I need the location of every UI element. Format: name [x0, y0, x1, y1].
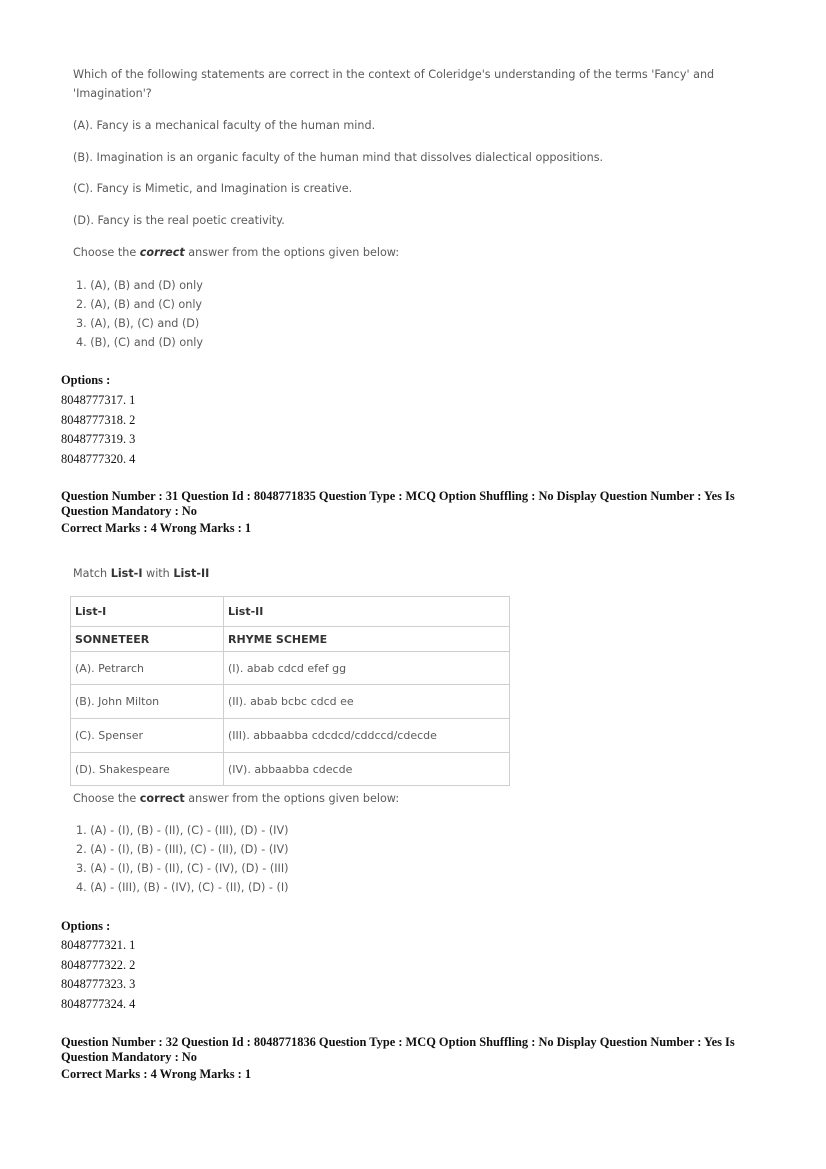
table-subheader-cell: SONNETEER: [71, 627, 224, 652]
q31-header-line1: Question Number : 31 Question Id : 8048771835 Question Type : MCQ Option Shuffling : No Display Question Number : Yes Is: [61, 489, 735, 503]
table-subheader-row: [71, 627, 510, 652]
q30-question-line2: 'Imagination'?: [73, 87, 152, 100]
table-cell: (D). Shakespeare: [71, 753, 224, 786]
q30-answer-2: 2. (A), (B) and (C) only: [76, 298, 203, 311]
q31-choose-instruction: Choose the correct answer from the options given below:: [73, 792, 400, 805]
q30-answer-1: 1. (A), (B) and (D) only: [76, 279, 203, 292]
q30-option-3: 8048777319. 3: [61, 432, 136, 446]
q31-option-3: 8048777323. 3: [61, 977, 136, 991]
table-header-row: [71, 597, 510, 627]
q30-statement-d: (D). Fancy is the real poetic creativity.: [73, 214, 285, 227]
table-cell: (I). abab cdcd efef gg: [224, 652, 510, 685]
q30-answer-3: 3. (A), (B), (C) and (D): [76, 317, 200, 330]
q31-answer-2: 2. (A) - (I), (B) - (III), (C) - (II), (D) - (IV): [76, 843, 289, 856]
q31-answer-1: 1. (A) - (I), (B) - (II), (C) - (III), (D) - (IV): [76, 824, 289, 837]
table-cell: (IV). abbaabba cdecde: [224, 753, 510, 786]
q32-header-line1: Question Number : 32 Question Id : 8048771836 Question Type : MCQ Option Shuffling : No Display Question Number : Yes Is: [61, 1035, 735, 1049]
table-row: [71, 685, 510, 719]
q30-options-list: [61, 391, 135, 469]
q31-answer-4: 4. (A) - (III), (B) - (IV), (C) - (II), (D) - (I): [76, 881, 289, 894]
q30-statement-b: (B). Imagination is an organic faculty of the human mind that dissolves dialectical oppositions.: [73, 151, 604, 164]
q30-options-label: Options :: [61, 373, 111, 387]
table-cell: (C). Spenser: [71, 719, 224, 753]
q30-choose-instruction: Choose the correct answer from the options given below:: [73, 246, 400, 259]
table-row: [71, 652, 510, 685]
table-subheader-cell: RHYME SCHEME: [224, 627, 510, 652]
table-header-cell: List-II: [224, 597, 510, 627]
q32-header-line2: Question Mandatory : No: [61, 1050, 197, 1064]
q31-header-line2: Question Mandatory : No: [61, 504, 197, 518]
table-cell: (II). abab bcbc cdcd ee: [224, 685, 510, 719]
q30-answer-list: [76, 276, 203, 352]
q31-option-2: 8048777322. 2: [61, 957, 136, 972]
q31-option-1: 8048777321. 1: [61, 938, 136, 952]
q31-answer-list: [76, 821, 289, 897]
q30-statement-a: (A). Fancy is a mechanical faculty of the human mind.: [73, 119, 376, 132]
q31-options-label: Options :: [61, 919, 111, 933]
q31-match-table: [70, 596, 510, 786]
q30-option-1: 8048777317. 1: [61, 393, 136, 407]
table-cell: (III). abbaabba cdcdcd/cddccd/cdecde: [224, 719, 510, 753]
table-cell: (B). John Milton: [71, 685, 224, 719]
q31-answer-3: 3. (A) - (I), (B) - (II), (C) - (IV), (D) - (III): [76, 862, 289, 875]
q30-question-line1: Which of the following statements are correct in the context of Coleridge's understanding of the terms 'Fancy' and: [73, 68, 715, 81]
q31-header-marks: Correct Marks : 4 Wrong Marks : 1: [61, 521, 252, 535]
q31-options-list: [61, 936, 135, 1014]
table-row: [71, 753, 510, 786]
q30-option-2: 8048777318. 2: [61, 412, 136, 427]
table-header-cell: List-I: [71, 597, 224, 627]
q31-match-instruction: Match List-I with List-II: [73, 567, 210, 580]
q30-statement-c: (C). Fancy is Mimetic, and Imagination is creative.: [73, 182, 353, 195]
q32-header-marks: Correct Marks : 4 Wrong Marks : 1: [61, 1067, 252, 1081]
q30-answer-4: 4. (B), (C) and (D) only: [76, 336, 204, 349]
table-row: [71, 719, 510, 753]
q30-option-4: 8048777320. 4: [61, 451, 136, 466]
table-cell: (A). Petrarch: [71, 652, 224, 685]
q31-option-4: 8048777324. 4: [61, 996, 136, 1011]
